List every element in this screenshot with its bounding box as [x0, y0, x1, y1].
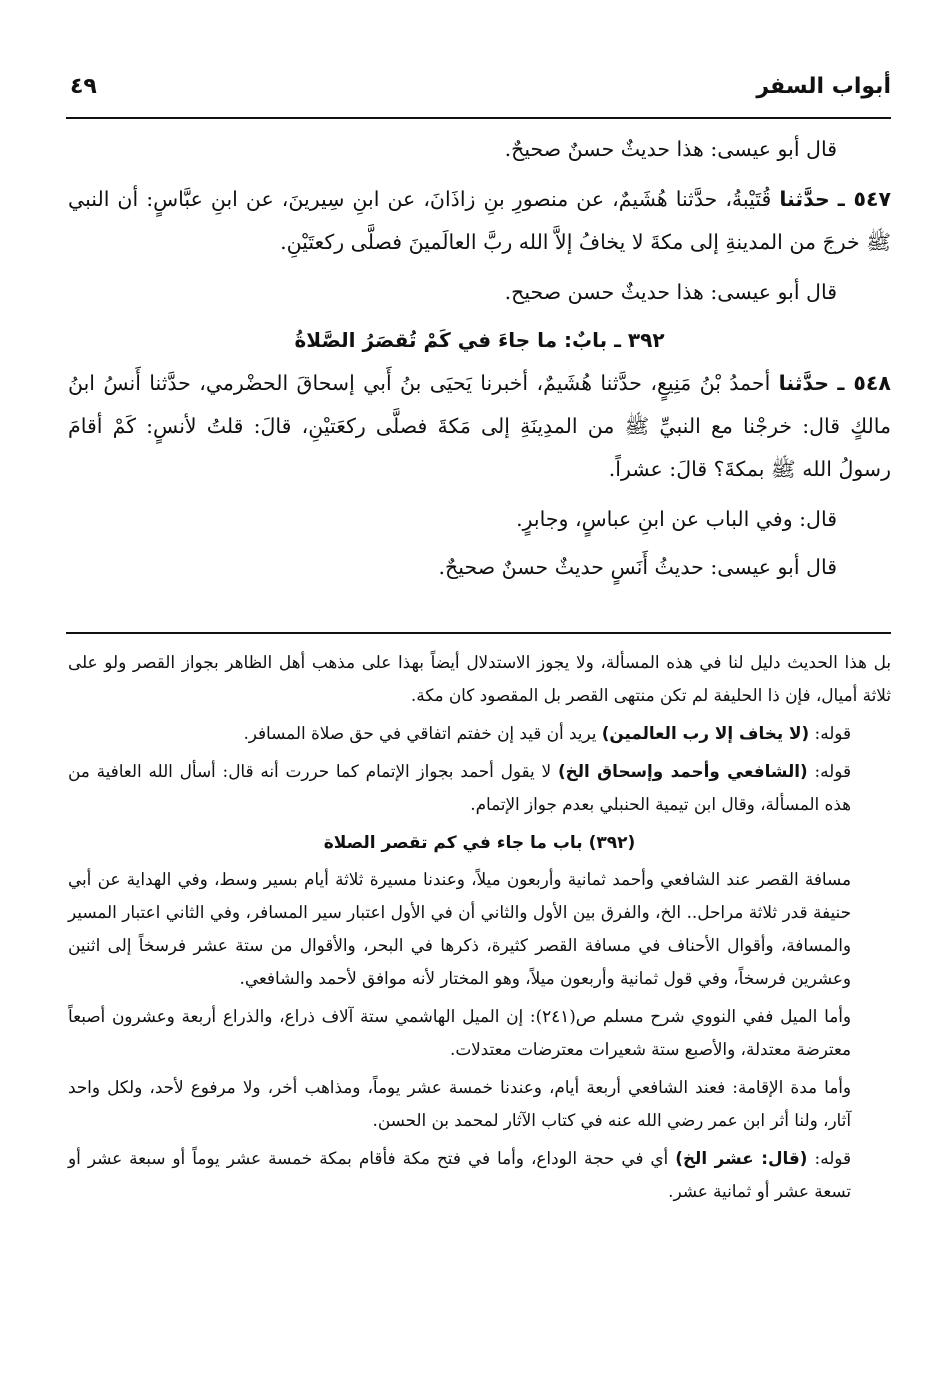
hadith-548 — [68, 362, 891, 491]
main-text — [68, 128, 891, 589]
commentary-text: لا يقول أحمد بجواز الإتمام كما حررت أنه قال: أسأل الله العافية من هذه المسألة، وقال ابن تيمية الحنبلي بعدم جواز الإتمام. — [68, 761, 851, 814]
hadith-number: ٥٤٨ ـ — [837, 371, 891, 395]
quote-prefix: قوله: — [807, 1148, 851, 1168]
verdict-paragraph-3: قال أبو عيسى: حديثُ أَنَسٍ حديثٌ حسنٌ صحيحٌ. — [438, 555, 837, 579]
commentary-paragraph: وأما الميل ففي النووي شرح مسلم ص(٢٤١): إن الميل الهاشمي ستة آلاف ذراع، والذراع أربعة وعشرون أصبعاً معترضة معتدلة، والأصبع ستة شعيرات معترضات معتدلات. — [68, 1006, 851, 1059]
commentary-paragraph — [68, 717, 891, 750]
quote-prefix: قوله: — [807, 761, 851, 781]
commentary-paragraph — [68, 1142, 891, 1208]
commentary-paragraph — [68, 755, 891, 821]
running-header — [70, 66, 891, 106]
page-number: ٤٩ — [70, 73, 97, 99]
commentary-paragraph: بل هذا الحديث دليل لنا في هذه المسألة، ولا يجوز الاستدلال أيضاً بهذا على مذهب أهل الظاهر بجواز القصر ولو على ثلاثة أميال، فإن ذا الحليفة لم تكن منتهى القصر بل المقصود كان مكة. — [68, 652, 891, 705]
commentary-paragraph: وأما مدة الإقامة: فعند الشافعي أربعة أيام، وعندنا خمسة عشر يوماً، ومذاهب أخر، ولا مرفوع لأحد، ولكل واحد آثار، ولنا أثر ابن عمر رضي الله عنه في كتاب الآثار لمحمد بن الحسن. — [68, 1077, 851, 1130]
commentary-text: يريد أن قيد إن خفتم اتفاقي في حق صلاة المسافر. — [243, 723, 602, 743]
footnote-separator — [66, 632, 891, 634]
quoted-phrase: (لا يخاف إلا رب العالمين) — [601, 723, 810, 743]
hadith-lead: حدَّثنا — [779, 187, 830, 211]
chapter-note: قال: وفي الباب عن ابنِ عباسٍ، وجابرٍ. — [516, 507, 837, 531]
hadith-number: ٥٤٧ ـ — [837, 187, 891, 211]
verdict-paragraph-2: قال أبو عيسى: هذا حديثٌ حسن صحيح. — [504, 280, 837, 304]
quote-prefix: قوله: — [809, 723, 851, 743]
hadith-lead: حدَّثنا — [778, 371, 830, 395]
commentary-text: أي في حجة الوداع، وأما في فتح مكة فأقام بمكة خمسة عشر يوماً أو سبعة عشر أو تسعة عشر أو ثمانية عشر. — [68, 1148, 851, 1201]
running-title: أبواب السفر — [756, 73, 891, 99]
commentary-heading: (٣٩٢) باب ما جاء في كم تقصر الصلاة — [323, 833, 636, 853]
hadith-text: قُتَيْبةُ، حدَّثنا هُشَيمٌ، عن منصورِ بنِ زاذَانَ، عن ابنِ سِيرينَ، عن ابنِ عبَّاسٍ: أن النبي ﷺ خرجَ من المدينةِ إلى مكةَ لا يخافُ إلاَّ الله ربَّ العالَمينَ فصلَّى ركعتَيْنِ. — [68, 187, 891, 254]
hadith-547 — [68, 178, 891, 264]
quoted-phrase: (قال: عشر الخ) — [675, 1148, 808, 1168]
hadith-text: أحمدُ بْنُ مَنِيعٍ، حدَّثنا هُشَيمٌ، أخبرنا يَحيَى بنُ أَبي إسحاقَ الحضْرمي، حدَّثنا أَنسُ ابنُ مالكٍ قال: خرجْنا مع النبيِّ ﷺ من المدِينَةِ إلى مَكةَ فصلَّى ركعَتيْنِ، قالَ: قلتُ لأنسٍ: كَمْ أقامَ رسولُ الله ﷺ بمكةَ؟ قالَ: عشراً. — [68, 371, 891, 481]
quoted-phrase: (الشافعي وأحمد وإسحاق الخ) — [557, 761, 808, 781]
header-rule — [66, 117, 891, 119]
chapter-heading: ٣٩٢ ـ بابٌ: ما جاءَ في كَمْ تُقصَرُ الصَّلاةُ — [294, 328, 665, 352]
commentary-paragraph: مسافة القصر عند الشافعي وأحمد ثمانية وأربعون ميلاً، وعندنا مسيرة ثلاثة أيام بسير وسط، وفي الهداية عن أبي حنيفة قدر ثلاثة مراحل.. الخ، والفرق بين الأول والثاني أن في الأول اعتبار سير المسافر، وفي الثاني اعتبار المسير والمسافة، وأقوال الأحناف في مسافة القصر كثيرة، ذكرها في البحر، والأقوال من ستة عشر فرسخاً إلى اثنين وعشرين فرسخاً، وفي قول ثمانية وأربعون ميلاً، وهو المختار لأنه موافق لأحمد والشافعي. — [68, 869, 851, 988]
verdict-paragraph-1: قال أبو عيسى: هذا حديثٌ حسنٌ صحيحٌ. — [504, 137, 837, 161]
commentary — [68, 646, 891, 1208]
